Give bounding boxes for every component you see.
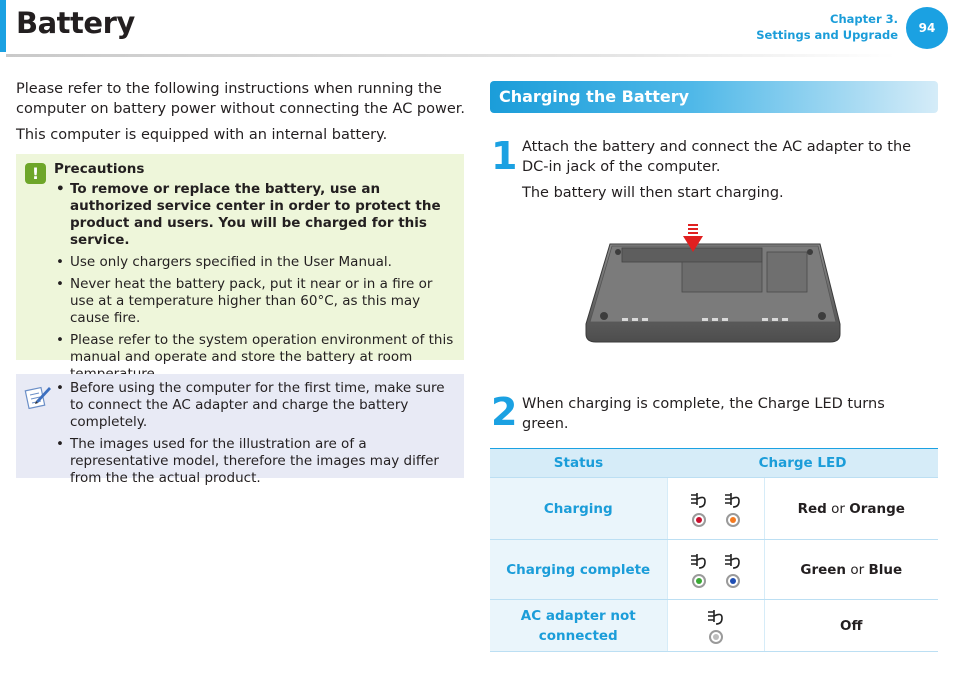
or-word: or: [850, 561, 865, 578]
led-icon-cell: [667, 600, 764, 652]
table-row: [490, 478, 938, 540]
led-green-light: [696, 578, 702, 584]
table-header-row: [490, 449, 938, 478]
list-item: • Use only chargers specified in the User Manual.: [54, 254, 458, 271]
color-name: Red: [797, 500, 827, 517]
list-item: • Never heat the battery pack, put it near or in a fire or use at a temperature higher than 60°C, as this may cause fire.: [54, 276, 458, 327]
warning-icon: !: [25, 163, 46, 184]
status-column-header: Status: [490, 449, 667, 478]
page-title: Battery: [16, 6, 135, 40]
led-color-cell: [764, 600, 938, 652]
status-cell: Charging complete: [490, 540, 667, 600]
step-number-1: 1: [491, 134, 518, 178]
chapter-label: [756, 11, 898, 43]
led-indicator-icon: [726, 574, 740, 588]
list-item: • To remove or replace the battery, use an authorized service center in order to protect the product and users. You will be charged for this service.: [54, 181, 458, 249]
color-name: Orange: [849, 500, 905, 517]
led-indicator-icon: [709, 630, 723, 644]
list-item: • Before using the computer for the first time, make sure to connect the AC adapter and charge the battery completely.: [54, 380, 460, 431]
led-blue-light: [730, 578, 736, 584]
precautions-box: [16, 154, 464, 365]
header-divider: [6, 54, 896, 57]
page-number-badge: 94: [906, 7, 948, 49]
led-indicator-icon: [692, 574, 706, 588]
led-orange-light: [730, 517, 736, 523]
led-color-cell: [764, 540, 938, 600]
precautions-title: Precautions: [54, 161, 145, 177]
charge-led-table: [490, 448, 938, 652]
color-name: Green: [800, 561, 847, 578]
led-icon-cell: [667, 478, 764, 540]
intro-text: [16, 79, 466, 145]
intro-paragraph-1: Please refer to the following instructions when running the computer on battery power without connecting the AC power.: [16, 81, 466, 117]
charge-led-column-header: Charge LED: [667, 449, 938, 478]
led-color-cell: [764, 478, 938, 540]
ac-plug-icon: [723, 491, 743, 509]
laptop-underside-illustration: [582, 222, 844, 348]
ac-plug-icon: [689, 552, 709, 570]
color-name: Off: [840, 617, 863, 634]
led-off-light: [713, 634, 719, 640]
status-cell: Charging: [490, 478, 667, 540]
header-accent-bar: [0, 0, 6, 52]
intro-paragraph-2: This computer is equipped with an internal battery.: [16, 127, 388, 143]
note-box: [16, 374, 464, 486]
table-row: [490, 600, 938, 652]
list-item: • Please refer to the system operation environment of this manual and operate and store the battery at room: [54, 332, 458, 383]
ac-plug-icon: [706, 608, 726, 626]
ac-plug-icon: [689, 491, 709, 509]
led-red-light: [696, 517, 702, 523]
note-pencil-icon: [24, 383, 52, 409]
chapter-number: Chapter 3.: [830, 12, 898, 26]
section-heading: Charging the Battery: [490, 81, 938, 113]
step-2-text: When charging is complete, the Charge LED turns green.: [522, 396, 885, 432]
step-1-subtext: The battery will then start charging.: [522, 185, 784, 201]
color-name: Blue: [868, 561, 903, 578]
led-indicator-icon: [692, 513, 706, 527]
or-word: or: [831, 500, 845, 517]
led-icon-cell: [667, 540, 764, 600]
ac-plug-icon: [723, 552, 743, 570]
step-1-text: Attach the battery and connect the AC adapter to the DC-in jack of the computer.: [522, 139, 912, 175]
step-number-2: 2: [491, 390, 518, 434]
list-item: • The images used for the illustration are of a representative model, therefore the images may differ from the the actual product.: [54, 436, 460, 487]
led-indicator-icon: [726, 513, 740, 527]
status-cell: AC adapter not connected: [490, 600, 667, 652]
note-list: [54, 380, 460, 492]
chapter-title: Settings and Upgrade: [756, 28, 898, 42]
precautions-list: [54, 181, 458, 388]
table-row: [490, 540, 938, 600]
